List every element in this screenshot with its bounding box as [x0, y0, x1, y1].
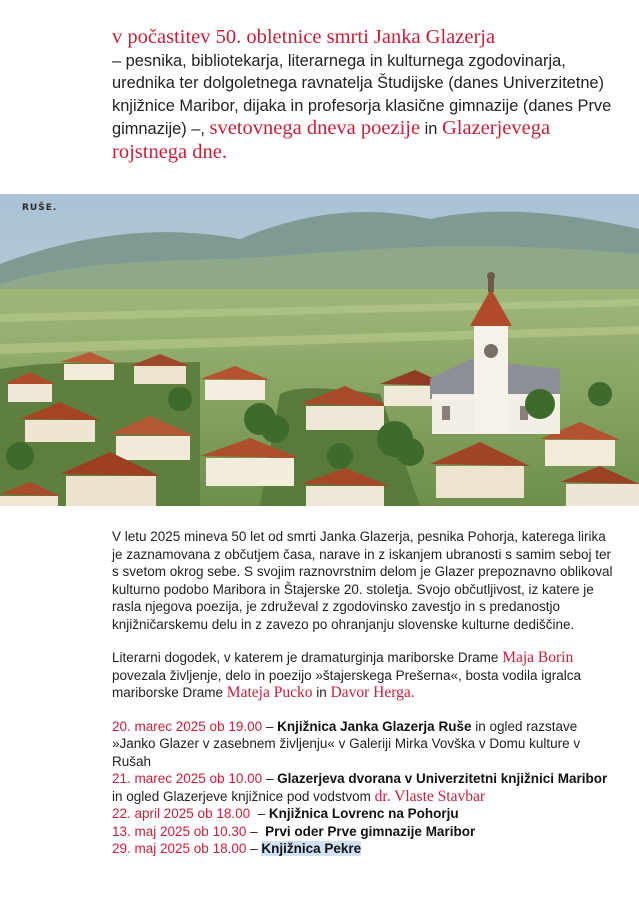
event-venue: Knjižnica Janka Glazerja Ruše: [277, 718, 472, 734]
guide-name: dr. Vlaste Stavbar: [374, 787, 485, 805]
event-separator: –: [246, 823, 266, 839]
event-date: 20. marec 2025 ob 19.00: [112, 718, 263, 734]
paragraph-about-glazer: V letu 2025 mineva 50 let od smrti Janka Glazerja, pesnika Pohorja, katerega lirika je zaznamovana z občutjem časa, narave in z iskanjem ubranosti s samim seboj ter s svetom okrog sebe. S svojim raznovrstnim delom je Glazer prepoznavno oblikoval kulturno podobo Maribora in Štajerske 20. stoletja. Svojo občutljivost, iz katere je rasla njegova poezija, je združeval z zgodovinsko zavestjo in s predanostjo knjižničarskemu delu in z zavezo po ohranjanju slovenske kulturne dediščine.: [112, 529, 613, 632]
event-note: in ogled razstave »Janko Glazer v zasebnem življenju« v Galeriji Mirka Vovška v Domu kulture v Rušah: [112, 718, 581, 769]
paragraph-literary-event: [112, 649, 617, 702]
main-text: [112, 528, 617, 858]
event-separator: –: [250, 806, 269, 821]
event-description-cont: povezala življenje, delo in poezijo »štajerskega Prešerna«, bosta vodila igralca mariborske Drame: [112, 667, 582, 700]
actor-name-1: Mateja Pucko: [226, 684, 313, 701]
dramaturge-name: Maja Borin: [502, 649, 574, 666]
event-venue-highlighted[interactable]: Knjižnica Pekre: [261, 841, 362, 856]
actor-name-2: Davor Herga.: [330, 684, 415, 701]
event-date: 29. maj 2025 ob 18.00: [112, 841, 247, 856]
village-landscape-illustration: [0, 194, 639, 506]
photo-caption: RUŠE.: [22, 203, 58, 213]
event-date: 13. maj 2025 ob 10.30: [112, 823, 247, 839]
event-separator: –: [262, 718, 278, 734]
event-item: [112, 770, 617, 805]
event-item: [112, 805, 617, 823]
event-schedule: [112, 718, 617, 858]
intro-world-poetry-day: svetovnega dneva poezije: [209, 117, 421, 139]
connector-word: in: [316, 685, 327, 700]
intro-heading: v počastitev 50. obletnice smrti Janka Glazerja: [112, 26, 496, 48]
event-date: 22. april 2025 ob 18.00: [112, 806, 251, 821]
intro-connector: in: [424, 120, 438, 138]
event-item: [112, 823, 617, 841]
event-separator: –: [246, 841, 262, 856]
event-venue: Glazerjeva dvorana v Univerzitetni knjižnici Maribor: [277, 771, 608, 786]
intro-birthday: Glazerjevega rojstnega dne.: [112, 117, 551, 163]
event-description: Literarni dogodek, v katerem je dramaturginja mariborske Drame: [112, 650, 499, 665]
event-item: [112, 840, 617, 858]
event-note: in ogled Glazerjeve knjižnice pod vodstvom: [112, 788, 375, 804]
intro-body: – pesnika, bibliotekarja, literarnega in kulturnega zgodovinarja, urednika ter dolgoletnega ravnatelja Študijske (danes Univerzitetne) knjižnice Maribor, dijaka in profesorja klasične gimnazije (danes Prve gimnazije) –,: [112, 51, 612, 138]
event-date: 21. marec 2025 ob 10.00: [112, 771, 263, 786]
intro-block: [112, 26, 612, 164]
event-venue: Knjižnica Lovrenc na Pohorju: [268, 806, 459, 821]
historic-postcard-photo: [0, 194, 639, 506]
event-separator: –: [262, 771, 278, 786]
event-item: [112, 718, 617, 771]
event-venue: Prvi oder Prve gimnazije Maribor: [265, 823, 476, 839]
